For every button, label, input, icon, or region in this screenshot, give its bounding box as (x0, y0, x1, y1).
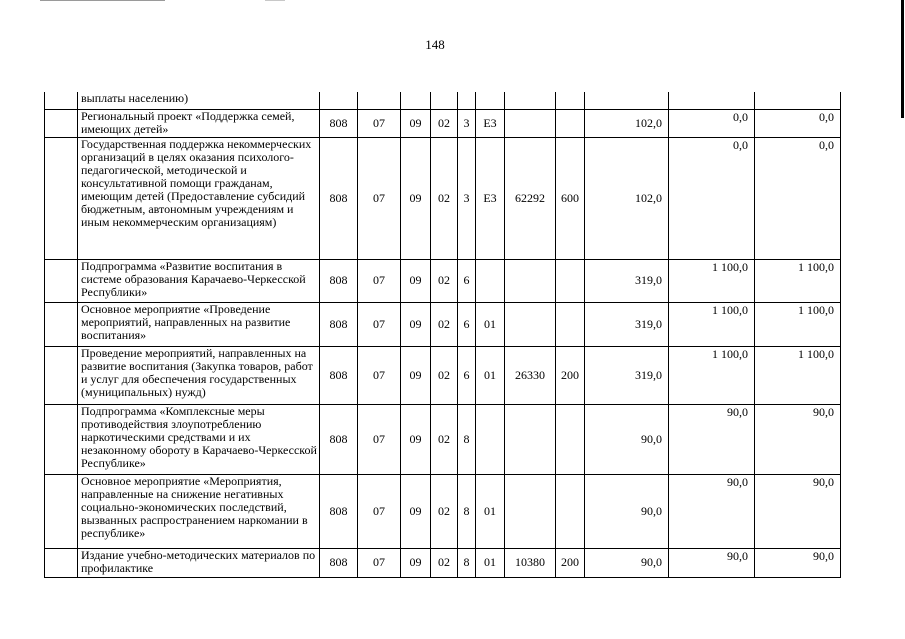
item-name-cell: Подпрограмма «Комплексные меры противодействия злоупотреблению наркотическими средствами и их незаконному обороту в Карачаево-Черкесской Республике» (78, 404, 320, 474)
item-name-cell: Основное мероприятие «Мероприятия, направленные на снижение негативных социально-экономических последствий, вызванных распространением наркомании в республике» (78, 474, 320, 548)
direction-code-cell: 62292 (505, 137, 556, 259)
amount-year-1-cell: 90,0 (585, 548, 669, 577)
subprogram-code-cell: 6 (458, 302, 476, 346)
section-code-cell: 07 (358, 137, 401, 259)
program-code-cell (431, 92, 458, 109)
direction-code-cell (505, 109, 556, 137)
direction-code-cell (505, 302, 556, 346)
item-name-cell: Государственная поддержка некоммерческих организаций в целях оказания психолого-педагогической, методической и консультативной помощи гражданам, имеющим детей (Предоставление субсидий бюджетным, автономным учреждениям и иным некоммерческим организациям) (78, 137, 320, 259)
budget-table (44, 92, 841, 578)
amount-year-3-cell: 90,0 (755, 404, 841, 474)
amount-year-3-cell: 1 100,0 (755, 346, 841, 404)
amount-year-1-cell: 319,0 (585, 259, 669, 302)
amount-year-1-cell (585, 92, 669, 109)
ministry-code-cell: 808 (320, 109, 358, 137)
subprogram-code-cell: 8 (458, 404, 476, 474)
table-row (45, 302, 841, 346)
row-marker-cell (45, 92, 78, 109)
subprogram-code-cell (458, 92, 476, 109)
amount-year-2-cell (669, 92, 755, 109)
amount-year-2-cell: 0,0 (669, 137, 755, 259)
scan-artifact-line (265, 0, 285, 1)
row-marker-cell (45, 548, 78, 577)
program-code-cell: 02 (431, 302, 458, 346)
amount-year-1-cell: 102,0 (585, 137, 669, 259)
subprogram-code-cell: 6 (458, 259, 476, 302)
section-code-cell: 07 (358, 109, 401, 137)
subsection-code-cell: 09 (401, 404, 431, 474)
expense-type-code-cell (556, 302, 585, 346)
scan-edge-bar (901, 0, 904, 118)
ministry-code-cell: 808 (320, 259, 358, 302)
program-code-cell: 02 (431, 259, 458, 302)
subsection-code-cell: 09 (401, 474, 431, 548)
row-marker-cell (45, 404, 78, 474)
measure-code-cell: 01 (476, 548, 505, 577)
ministry-code-cell: 808 (320, 404, 358, 474)
amount-year-2-cell: 1 100,0 (669, 302, 755, 346)
section-code-cell: 07 (358, 346, 401, 404)
expense-type-code-cell: 600 (556, 137, 585, 259)
direction-code-cell (505, 92, 556, 109)
measure-code-cell: 01 (476, 346, 505, 404)
amount-year-1-cell: 90,0 (585, 404, 669, 474)
subprogram-code-cell: 3 (458, 137, 476, 259)
ministry-code-cell: 808 (320, 137, 358, 259)
table-row (45, 259, 841, 302)
measure-code-cell (476, 92, 505, 109)
amount-year-1-cell: 319,0 (585, 302, 669, 346)
section-code-cell: 07 (358, 259, 401, 302)
row-marker-cell (45, 137, 78, 259)
amount-year-3-cell: 90,0 (755, 474, 841, 548)
measure-code-cell: 01 (476, 474, 505, 548)
row-marker-cell (45, 109, 78, 137)
amount-year-3-cell: 90,0 (755, 548, 841, 577)
ministry-code-cell: 808 (320, 474, 358, 548)
amount-year-1-cell: 90,0 (585, 474, 669, 548)
table-body (45, 92, 841, 577)
table-row (45, 346, 841, 404)
expense-type-code-cell (556, 474, 585, 548)
row-marker-cell (45, 302, 78, 346)
item-name-cell: Подпрограмма «Развитие воспитания в системе образования Карачаево-Черкесской Республики» (78, 259, 320, 302)
measure-code-cell (476, 404, 505, 474)
section-code-cell (358, 92, 401, 109)
table-row (45, 137, 841, 259)
program-code-cell: 02 (431, 548, 458, 577)
amount-year-2-cell: 1 100,0 (669, 346, 755, 404)
ministry-code-cell: 808 (320, 548, 358, 577)
ministry-code-cell: 808 (320, 346, 358, 404)
item-name-cell: Издание учебно-методических материалов по профилактике (78, 548, 320, 577)
section-code-cell: 07 (358, 548, 401, 577)
program-code-cell: 02 (431, 474, 458, 548)
measure-code-cell: Е3 (476, 109, 505, 137)
expense-type-code-cell: 200 (556, 346, 585, 404)
subsection-code-cell: 09 (401, 137, 431, 259)
expense-type-code-cell (556, 109, 585, 137)
amount-year-3-cell: 0,0 (755, 137, 841, 259)
scan-artifact-line (40, 0, 165, 1)
item-name-cell: Региональный проект «Поддержка семей, имеющих детей» (78, 109, 320, 137)
section-code-cell: 07 (358, 474, 401, 548)
program-code-cell: 02 (431, 109, 458, 137)
subsection-code-cell (401, 92, 431, 109)
row-marker-cell (45, 259, 78, 302)
section-code-cell: 07 (358, 404, 401, 474)
direction-code-cell: 26330 (505, 346, 556, 404)
expense-type-code-cell: 200 (556, 548, 585, 577)
subsection-code-cell: 09 (401, 259, 431, 302)
amount-year-3-cell: 0,0 (755, 109, 841, 137)
page-number: 148 (425, 37, 445, 52)
table-row (45, 474, 841, 548)
table-row (45, 404, 841, 474)
measure-code-cell: Е3 (476, 137, 505, 259)
row-marker-cell (45, 474, 78, 548)
direction-code-cell (505, 259, 556, 302)
amount-year-2-cell: 90,0 (669, 404, 755, 474)
item-name-cell: выплаты населению) (78, 92, 320, 109)
ministry-code-cell (320, 92, 358, 109)
amount-year-2-cell: 90,0 (669, 474, 755, 548)
amount-year-1-cell: 102,0 (585, 109, 669, 137)
subsection-code-cell: 09 (401, 346, 431, 404)
expense-type-code-cell (556, 259, 585, 302)
amount-year-2-cell: 90,0 (669, 548, 755, 577)
table-row (45, 92, 841, 109)
row-marker-cell (45, 346, 78, 404)
subprogram-code-cell: 8 (458, 474, 476, 548)
subsection-code-cell: 09 (401, 109, 431, 137)
direction-code-cell: 10380 (505, 548, 556, 577)
ministry-code-cell: 808 (320, 302, 358, 346)
direction-code-cell (505, 404, 556, 474)
expense-type-code-cell (556, 404, 585, 474)
amount-year-2-cell: 1 100,0 (669, 259, 755, 302)
amount-year-2-cell: 0,0 (669, 109, 755, 137)
amount-year-3-cell: 1 100,0 (755, 302, 841, 346)
subprogram-code-cell: 6 (458, 346, 476, 404)
item-name-cell: Основное мероприятие «Проведение мероприятий, направленных на развитие воспитания» (78, 302, 320, 346)
section-code-cell: 07 (358, 302, 401, 346)
program-code-cell: 02 (431, 137, 458, 259)
table-row (45, 548, 841, 577)
amount-year-3-cell (755, 92, 841, 109)
program-code-cell: 02 (431, 346, 458, 404)
subsection-code-cell: 09 (401, 548, 431, 577)
subprogram-code-cell: 8 (458, 548, 476, 577)
amount-year-3-cell: 1 100,0 (755, 259, 841, 302)
amount-year-1-cell: 319,0 (585, 346, 669, 404)
item-name-cell: Проведение мероприятий, направленных на развитие воспитания (Закупка товаров, работ и услуг для обеспечения государственных (муниципальных) нужд) (78, 346, 320, 404)
subprogram-code-cell: 3 (458, 109, 476, 137)
direction-code-cell (505, 474, 556, 548)
expense-type-code-cell (556, 92, 585, 109)
table-row (45, 109, 841, 137)
measure-code-cell: 01 (476, 302, 505, 346)
subsection-code-cell: 09 (401, 302, 431, 346)
program-code-cell: 02 (431, 404, 458, 474)
measure-code-cell (476, 259, 505, 302)
